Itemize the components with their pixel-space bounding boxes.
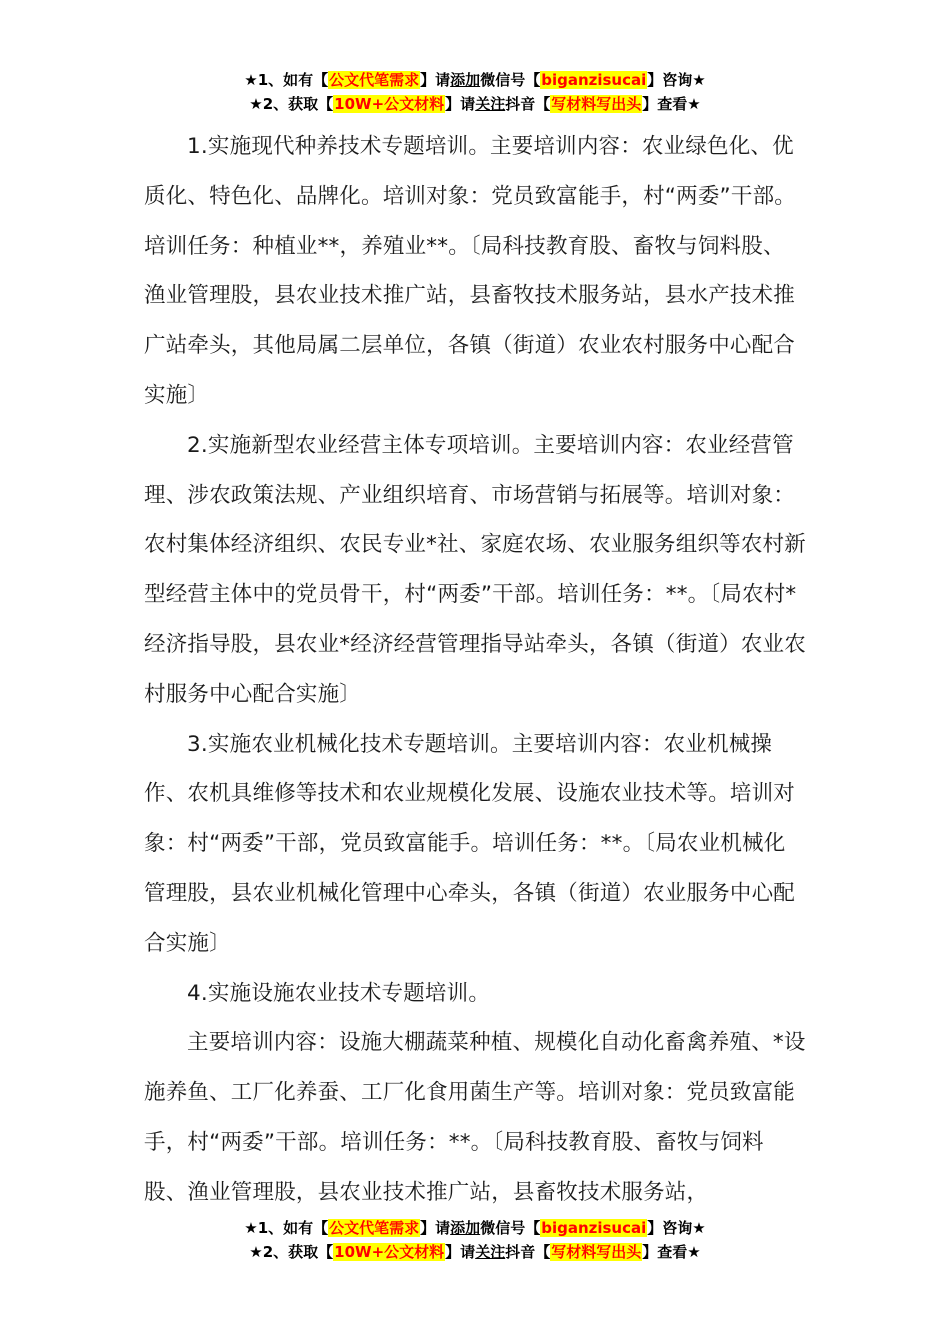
highlight-tag: 公文代笔需求: [329, 71, 420, 89]
banner-text: 抖音【: [505, 1243, 551, 1261]
document-body: [144, 122, 806, 1218]
banner-text: 1、如有【: [257, 1219, 329, 1237]
banner-emphasis: 关注: [475, 1243, 506, 1261]
banner-text: 】请: [420, 71, 451, 89]
star-icon: ★: [687, 1243, 701, 1261]
banner-text: 】咨询: [647, 1219, 693, 1237]
star-icon: ★: [244, 71, 258, 89]
star-icon: ★: [244, 1219, 258, 1237]
paragraph: 主要培训内容：设施大棚蔬菜种植、规模化自动化畜禽养殖、*设施养鱼、工厂化养蚕、工厂化食用菌生产等。培训对象：党员致富能手，村“两委”干部。培训任务：**。〔局科技教育股、畜牧与饲料股、渔业管理股，县农业技术推广站，县畜牧技术服务站，: [144, 1030, 806, 1205]
star-icon: ★: [687, 95, 701, 113]
star-icon: ★: [249, 95, 263, 113]
paragraph: 4.实施设施农业技术专题培训。: [187, 980, 491, 1006]
banner-text: 2、获取【: [262, 95, 334, 113]
footer-banner: [0, 1216, 950, 1264]
banner-text: 】请: [445, 1243, 476, 1261]
banner-line-2: [0, 1240, 950, 1264]
highlight-tag: biganzisucai: [541, 1219, 647, 1237]
banner-text: 】查看: [642, 95, 688, 113]
banner-text: 】请: [420, 1219, 451, 1237]
banner-text: 】查看: [642, 1243, 688, 1261]
banner-text: 】咨询: [647, 71, 693, 89]
highlight-tag: 写材料写出头: [551, 1243, 642, 1261]
banner-text: 】请: [445, 95, 476, 113]
header-banner: [0, 68, 950, 116]
banner-text: 微信号【: [480, 1219, 541, 1237]
banner-emphasis: 关注: [475, 95, 506, 113]
banner-text: 微信号【: [480, 71, 541, 89]
highlight-tag: 10W+公文材料: [334, 95, 445, 113]
highlight-tag: biganzisucai: [541, 71, 647, 89]
banner-emphasis: 添加: [450, 1219, 481, 1237]
banner-text: 1、如有【: [257, 71, 329, 89]
banner-text: 抖音【: [505, 95, 551, 113]
banner-emphasis: 添加: [450, 71, 481, 89]
banner-line-1: [0, 68, 950, 92]
star-icon: ★: [692, 1219, 706, 1237]
highlight-tag: 10W+公文材料: [334, 1243, 445, 1261]
paragraph: 2.实施新型农业经营主体专项培训。主要培训内容：农业经营管理、涉农政策法规、产业组织培育、市场营销与拓展等。培训对象：农村集体经济组织、农民专业*社、家庭农场、农业服务组织等农村新型经营主体中的党员骨干，村“两委”干部。培训任务：**。〔局农村*经济指导股，县农业*经济经营管理指导站牵头，各镇（街道）农业农村服务中心配合实施〕: [144, 432, 806, 707]
banner-line-1: [0, 1216, 950, 1240]
banner-text: 2、获取【: [262, 1243, 334, 1261]
star-icon: ★: [692, 71, 706, 89]
paragraph: 3.实施农业机械化技术专题培训。主要培训内容：农业机械操作、农机具维修等技术和农业规模化发展、设施农业技术等。培训对象：村“两委”干部，党员致富能手。培训任务：**。〔局农业机械化管理股，县农业机械化管理中心牵头，各镇（街道）农业服务中心配合实施〕: [144, 731, 796, 956]
paragraph: 1.实施现代种养技术专题培训。主要培训内容：农业绿色化、优质化、特色化、品牌化。培训对象：党员致富能手，村“两委”干部。培训任务：种植业**，养殖业**。〔局科技教育股、畜牧与饲料股、渔业管理股，县农业技术推广站，县畜牧技术服务站，县水产技术推广站牵头，其他局属二层单位，各镇（街道）农业农村服务中心配合实施〕: [144, 134, 796, 408]
banner-line-2: [0, 92, 950, 116]
highlight-tag: 公文代笔需求: [329, 1219, 420, 1237]
star-icon: ★: [249, 1243, 263, 1261]
highlight-tag: 写材料写出头: [551, 95, 642, 113]
